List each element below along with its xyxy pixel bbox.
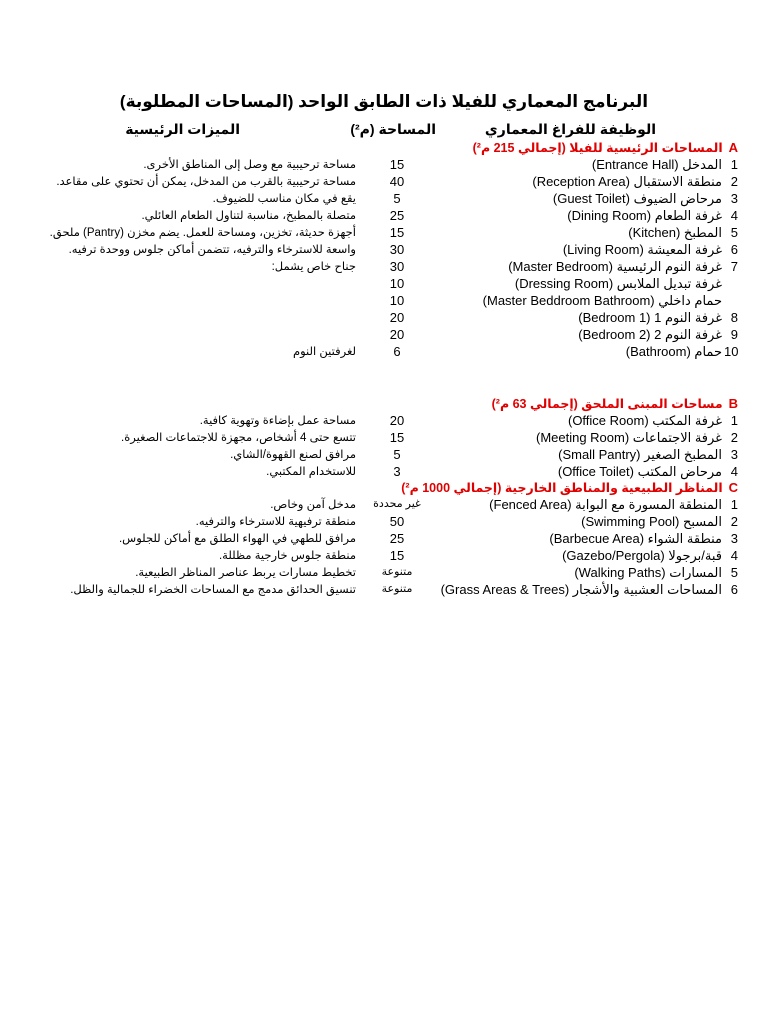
area-value: 20	[389, 413, 405, 428]
feature-text: مرافق لصنع القهوة/الشاي.	[230, 449, 356, 461]
row-number: 4	[730, 464, 738, 479]
area-value: 20	[389, 327, 405, 342]
space-name: حمام (Bathroom)	[625, 344, 722, 359]
table-row	[0, 327, 768, 344]
row-number: 2	[730, 430, 738, 445]
feature-text: منطقة ترفيهية للاسترخاء والترفيه.	[195, 516, 356, 528]
table-row	[0, 430, 768, 447]
table-row	[0, 293, 768, 310]
space-name: المدخل (Entrance Hall)	[591, 157, 722, 172]
space-name: غرفة تبديل الملابس (Dressing Room)	[514, 276, 722, 291]
header-function: الوظيفة للفراغ المعماري	[484, 121, 656, 137]
section-title: مساحات المبنى الملحق (إجمالي 63 م²)	[491, 397, 723, 411]
feature-text: مساحة ترحيبية مع وصل إلى المناطق الأخرى.	[143, 159, 356, 171]
feature-text: تتسع حتى 4 أشخاص، مجهزة للاجتماعات الصغيرة.	[121, 432, 356, 444]
table-row	[0, 548, 768, 565]
table-row	[0, 514, 768, 531]
space-name: غرفة المكتب (Office Room)	[567, 413, 722, 428]
table-row	[0, 582, 768, 599]
row-number: 7	[730, 259, 738, 274]
row-number: 8	[730, 310, 738, 325]
space-name: غرفة النوم 2 (Bedroom 2)	[578, 327, 722, 342]
area-value: 15	[389, 430, 405, 445]
space-name: غرفة الطعام (Dining Room)	[567, 208, 722, 223]
space-name: مرحاض المكتب (Office Toilet)	[557, 464, 722, 479]
row-number: 1	[730, 413, 738, 428]
space-name: غرفة المعيشة (Living Room)	[562, 242, 722, 257]
table-row	[0, 447, 768, 464]
row-number: 1	[730, 157, 738, 172]
feature-text: جناح خاص يشمل:	[271, 261, 356, 273]
table-row	[0, 208, 768, 225]
space-name: غرفة النوم 1 (Bedroom 1)	[578, 310, 722, 325]
header-area: المساحة (م²)	[350, 121, 436, 137]
feature-text: لغرفتين النوم	[292, 346, 356, 358]
feature-text: يقع في مكان مناسب للضيوف.	[212, 193, 356, 205]
table-row	[0, 531, 768, 548]
row-number: 5	[730, 225, 738, 240]
section-a-heading	[473, 140, 738, 155]
section-letter: C	[728, 480, 738, 495]
space-name: قبة/برجولا (Gazebo/Pergola)	[562, 548, 722, 563]
area-value: 10	[389, 276, 405, 291]
table-row	[0, 242, 768, 259]
feature-text: مساحة عمل بإضاءة وتهوية كافية.	[199, 415, 356, 427]
space-name: منطقة الاستقبال (Reception Area)	[532, 174, 722, 189]
area-value: 40	[389, 174, 405, 189]
table-row	[0, 464, 768, 481]
table-row	[0, 191, 768, 208]
space-name: منطقة الشواء (Barbecue Area)	[549, 531, 722, 546]
space-name: المسبح (Swimming Pool)	[581, 514, 722, 529]
feature-text: مرافق للطهي في الهواء الطلق مع أماكن للجلوس.	[118, 533, 356, 545]
area-value: 15	[389, 225, 405, 240]
row-number: 2	[730, 514, 738, 529]
table-row	[0, 565, 768, 582]
space-name: غرفة النوم الرئيسية (Master Bedroom)	[508, 259, 722, 274]
space-name: مرحاض الضيوف (Guest Toilet)	[552, 191, 722, 206]
table-row	[0, 413, 768, 430]
feature-text: تخطيط مسارات يربط عناصر المناظر الطبيعية.	[135, 567, 356, 579]
section-letter: A	[728, 140, 738, 155]
area-value: 6	[393, 344, 401, 359]
feature-text: مدخل آمن وخاص.	[270, 499, 356, 511]
table-row	[0, 259, 768, 276]
space-name: المساحات العشبية والأشجار (Grass Areas & Trees)	[440, 582, 722, 597]
feature-text: متصلة بالمطبخ، مناسبة لتناول الطعام العائلي.	[141, 210, 356, 222]
section-title: المساحات الرئيسية للفيلا (إجمالي 215 م²)	[472, 141, 723, 155]
space-name: حمام داخلي (Master Beddroom Bathroom)	[482, 293, 722, 308]
space-name: المسارات (Walking Paths)	[574, 565, 722, 580]
area-value: 10	[389, 293, 405, 308]
area-value: 15	[389, 157, 405, 172]
area-value: 20	[389, 310, 405, 325]
area-value: 15	[389, 548, 405, 563]
area-value: متنوعة	[381, 583, 413, 595]
space-name: غرفة الاجتماعات (Meeting Room)	[535, 430, 722, 445]
feature-text: منطقة جلوس خارجية مظللة.	[218, 550, 356, 562]
area-value: 3	[393, 464, 401, 479]
table-row	[0, 157, 768, 174]
feature-text: تنسيق الحدائق مدمج مع المساحات الخضراء للجمالية والظل.	[70, 584, 356, 596]
row-number: 4	[730, 208, 738, 223]
row-number: 3	[730, 191, 738, 206]
row-number: 5	[730, 565, 738, 580]
section-title: المناظر الطبيعية والمناطق الخارجية (إجمالي 1000 م²)	[401, 481, 723, 495]
area-value: 30	[389, 259, 405, 274]
feature-text: أجهزة حديثة، تخزين، ومساحة للعمل. يضم مخزن (Pantry) ملحق.	[49, 227, 356, 239]
row-number: 6	[730, 582, 738, 597]
page-title: البرنامج المعماري للفيلا ذات الطابق الواحد (المساحات المطلوبة)	[119, 92, 649, 111]
space-name: المطبخ الصغير (Small Pantry)	[558, 447, 722, 462]
row-number: 3	[730, 531, 738, 546]
area-value: 5	[393, 447, 401, 462]
space-name: المنطقة المسورة مع البوابة (Fenced Area)	[489, 497, 722, 512]
row-number: 4	[730, 548, 738, 563]
row-number: 3	[730, 447, 738, 462]
table-row	[0, 497, 768, 514]
section-c-heading	[401, 480, 738, 495]
feature-text: واسعة للاسترخاء والترفيه، تتضمن أماكن جلوس ووحدة ترفيه.	[68, 244, 356, 256]
table-row	[0, 276, 768, 293]
area-value: 25	[389, 208, 405, 223]
area-value: متنوعة	[381, 566, 413, 578]
area-value: 25	[389, 531, 405, 546]
area-value: 50	[389, 514, 405, 529]
area-value: غير محددة	[373, 498, 421, 510]
space-name: المطبخ (Kitchen)	[628, 225, 722, 240]
section-letter: B	[728, 396, 738, 411]
row-number: 10	[724, 344, 739, 359]
table-row	[0, 225, 768, 242]
row-number: 6	[730, 242, 738, 257]
area-value: 30	[389, 242, 405, 257]
row-number: 9	[730, 327, 738, 342]
feature-text: للاستخدام المكتبي.	[266, 466, 356, 478]
area-value: 5	[393, 191, 401, 206]
table-row	[0, 344, 768, 361]
row-number: 1	[730, 497, 738, 512]
header-features: الميزات الرئيسية	[125, 121, 240, 137]
feature-text: مساحة ترحيبية بالقرب من المدخل، يمكن أن تحتوي على مقاعد.	[56, 176, 356, 188]
table-row	[0, 174, 768, 191]
row-number: 2	[730, 174, 738, 189]
table-row	[0, 310, 768, 327]
section-b-heading	[492, 396, 738, 411]
